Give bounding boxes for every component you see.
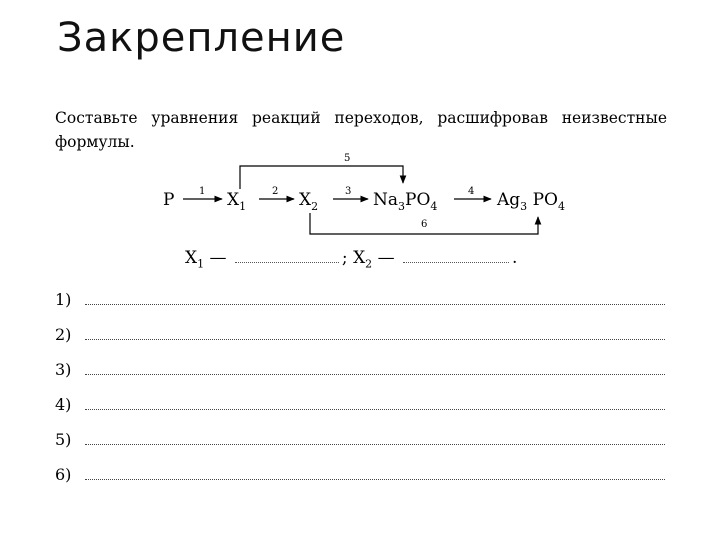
answer-number: 1) bbox=[55, 290, 72, 309]
answer-line-2 bbox=[55, 322, 665, 344]
task-text: Составьте уравнения реакций переходов, расшифровав неизвестные формулы. bbox=[55, 109, 667, 151]
answer-line-6 bbox=[55, 462, 665, 484]
answer-number: 2) bbox=[55, 325, 72, 344]
arrow-5 bbox=[240, 166, 403, 189]
node-p: P bbox=[163, 190, 175, 210]
answer-line-3 bbox=[55, 357, 665, 379]
slide-title: Закрепление bbox=[57, 15, 346, 61]
arrow-6-label: 6 bbox=[421, 219, 428, 230]
answer-line-1 bbox=[55, 287, 665, 309]
answer-number: 4) bbox=[55, 395, 72, 414]
answer-blank[interactable] bbox=[85, 409, 665, 410]
node-na3po4: $Na_3PO_4$ bbox=[373, 190, 438, 213]
unknowns-line: $X_1$ — ; $X_2$ — . bbox=[185, 248, 518, 271]
answer-blank[interactable] bbox=[85, 444, 665, 445]
answer-blank[interactable] bbox=[85, 374, 665, 375]
answer-number: 5) bbox=[55, 430, 72, 449]
node-x2: $X_2$ bbox=[299, 190, 319, 213]
arrow-4-label: 4 bbox=[468, 186, 475, 197]
answer-line-5 bbox=[55, 427, 665, 449]
answer-line-4 bbox=[55, 392, 665, 414]
answer-blank[interactable] bbox=[85, 479, 665, 480]
unknown-x1-symbol: $X_1$ bbox=[185, 248, 205, 271]
unknown-x2-blank[interactable] bbox=[403, 261, 509, 263]
arrow-2-label: 2 bbox=[272, 186, 279, 197]
unknown-x1-blank[interactable] bbox=[235, 261, 339, 263]
arrow-5-label: 5 bbox=[344, 153, 351, 164]
node-ag3po4: $Ag_3$ $PO_4$ bbox=[497, 190, 565, 213]
arrow-1-label: 1 bbox=[199, 186, 206, 197]
node-x1: $X_1$ bbox=[227, 190, 247, 213]
answer-number: 3) bbox=[55, 360, 72, 379]
arrow-3-label: 3 bbox=[345, 186, 352, 197]
unknown-x2-symbol: $X_2$ bbox=[353, 248, 373, 271]
answer-blank[interactable] bbox=[85, 304, 665, 305]
answer-blank[interactable] bbox=[85, 339, 665, 340]
answer-number: 6) bbox=[55, 465, 72, 484]
